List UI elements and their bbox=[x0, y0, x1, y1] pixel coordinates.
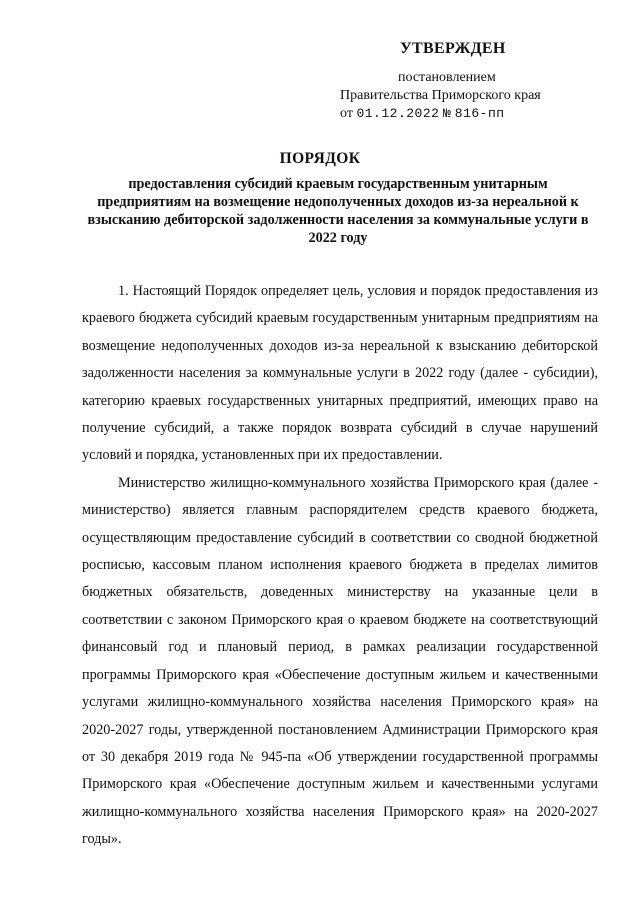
document-subtitle: предоставления субсидий краевым государственным унитарным предприятиям на возмещение недополученных доходов из-за нереальной к взысканию дебиторской задолженности населения за коммунальные услуги в 2022 году bbox=[87, 176, 589, 246]
paragraph-1: 1. Настоящий Порядок определяет цель, условия и порядок предоставления из краевого бюджета субсидий краевым государственным унитарным предприятиям на возмещение недополученных доходов из-за нереальной к взысканию дебиторской задолженности населения за коммунальные услуги в 2022 году (далее - субсидии), категорию краевых государственных унитарных предприятий, имеющих право на получение субсидий, а также порядок возврата субсидий в случае нарушений условий и порядка, установленных при их предоставлении. bbox=[82, 283, 598, 464]
document-title: ПОРЯДОК bbox=[279, 150, 361, 167]
approval-date: 01.12.2022 bbox=[356, 106, 440, 121]
approval-date-prefix: от bbox=[340, 106, 357, 121]
approval-line-government: Правительства Приморского края bbox=[340, 88, 541, 103]
approval-number-sign: № bbox=[442, 106, 452, 121]
document-body bbox=[82, 278, 598, 854]
approval-line-date-number bbox=[340, 106, 505, 122]
approval-line-resolution: постановлением bbox=[398, 70, 496, 85]
approval-number: 816-пп bbox=[454, 106, 505, 121]
approval-title: УТВЕРЖДЕН bbox=[400, 40, 506, 57]
paragraph-2: Министерство жилищно-коммунального хозяйства Приморского края (далее - министерство) является главным распорядителем средств краевого бюджета, осуществляющим предоставление субсидий в соответствии со сводной бюджетной росписью, кассовым планом исполнения краевого бюджета в пределах лимитов бюджетных обязательств, доведенных министерству на указанные цели в соответствии с законом Приморского края о краевом бюджете на соответствующий финансовый год и плановый период, в рамках реализации государственной программы Приморского края «Обеспечение доступным жильем и качественными услугами жилищно-коммунального хозяйства населения Приморского края» на 2020-2027 годы, утвержденной постановлением Администрации Приморского края от 30 декабря 2019 года № 945-па «Об утверждении государственной программы Приморского края «Обеспечение доступным жильем и качественными услугами жилищно-коммунального хозяйства населения Приморского края» на 2020-2027 годы». bbox=[82, 474, 598, 848]
